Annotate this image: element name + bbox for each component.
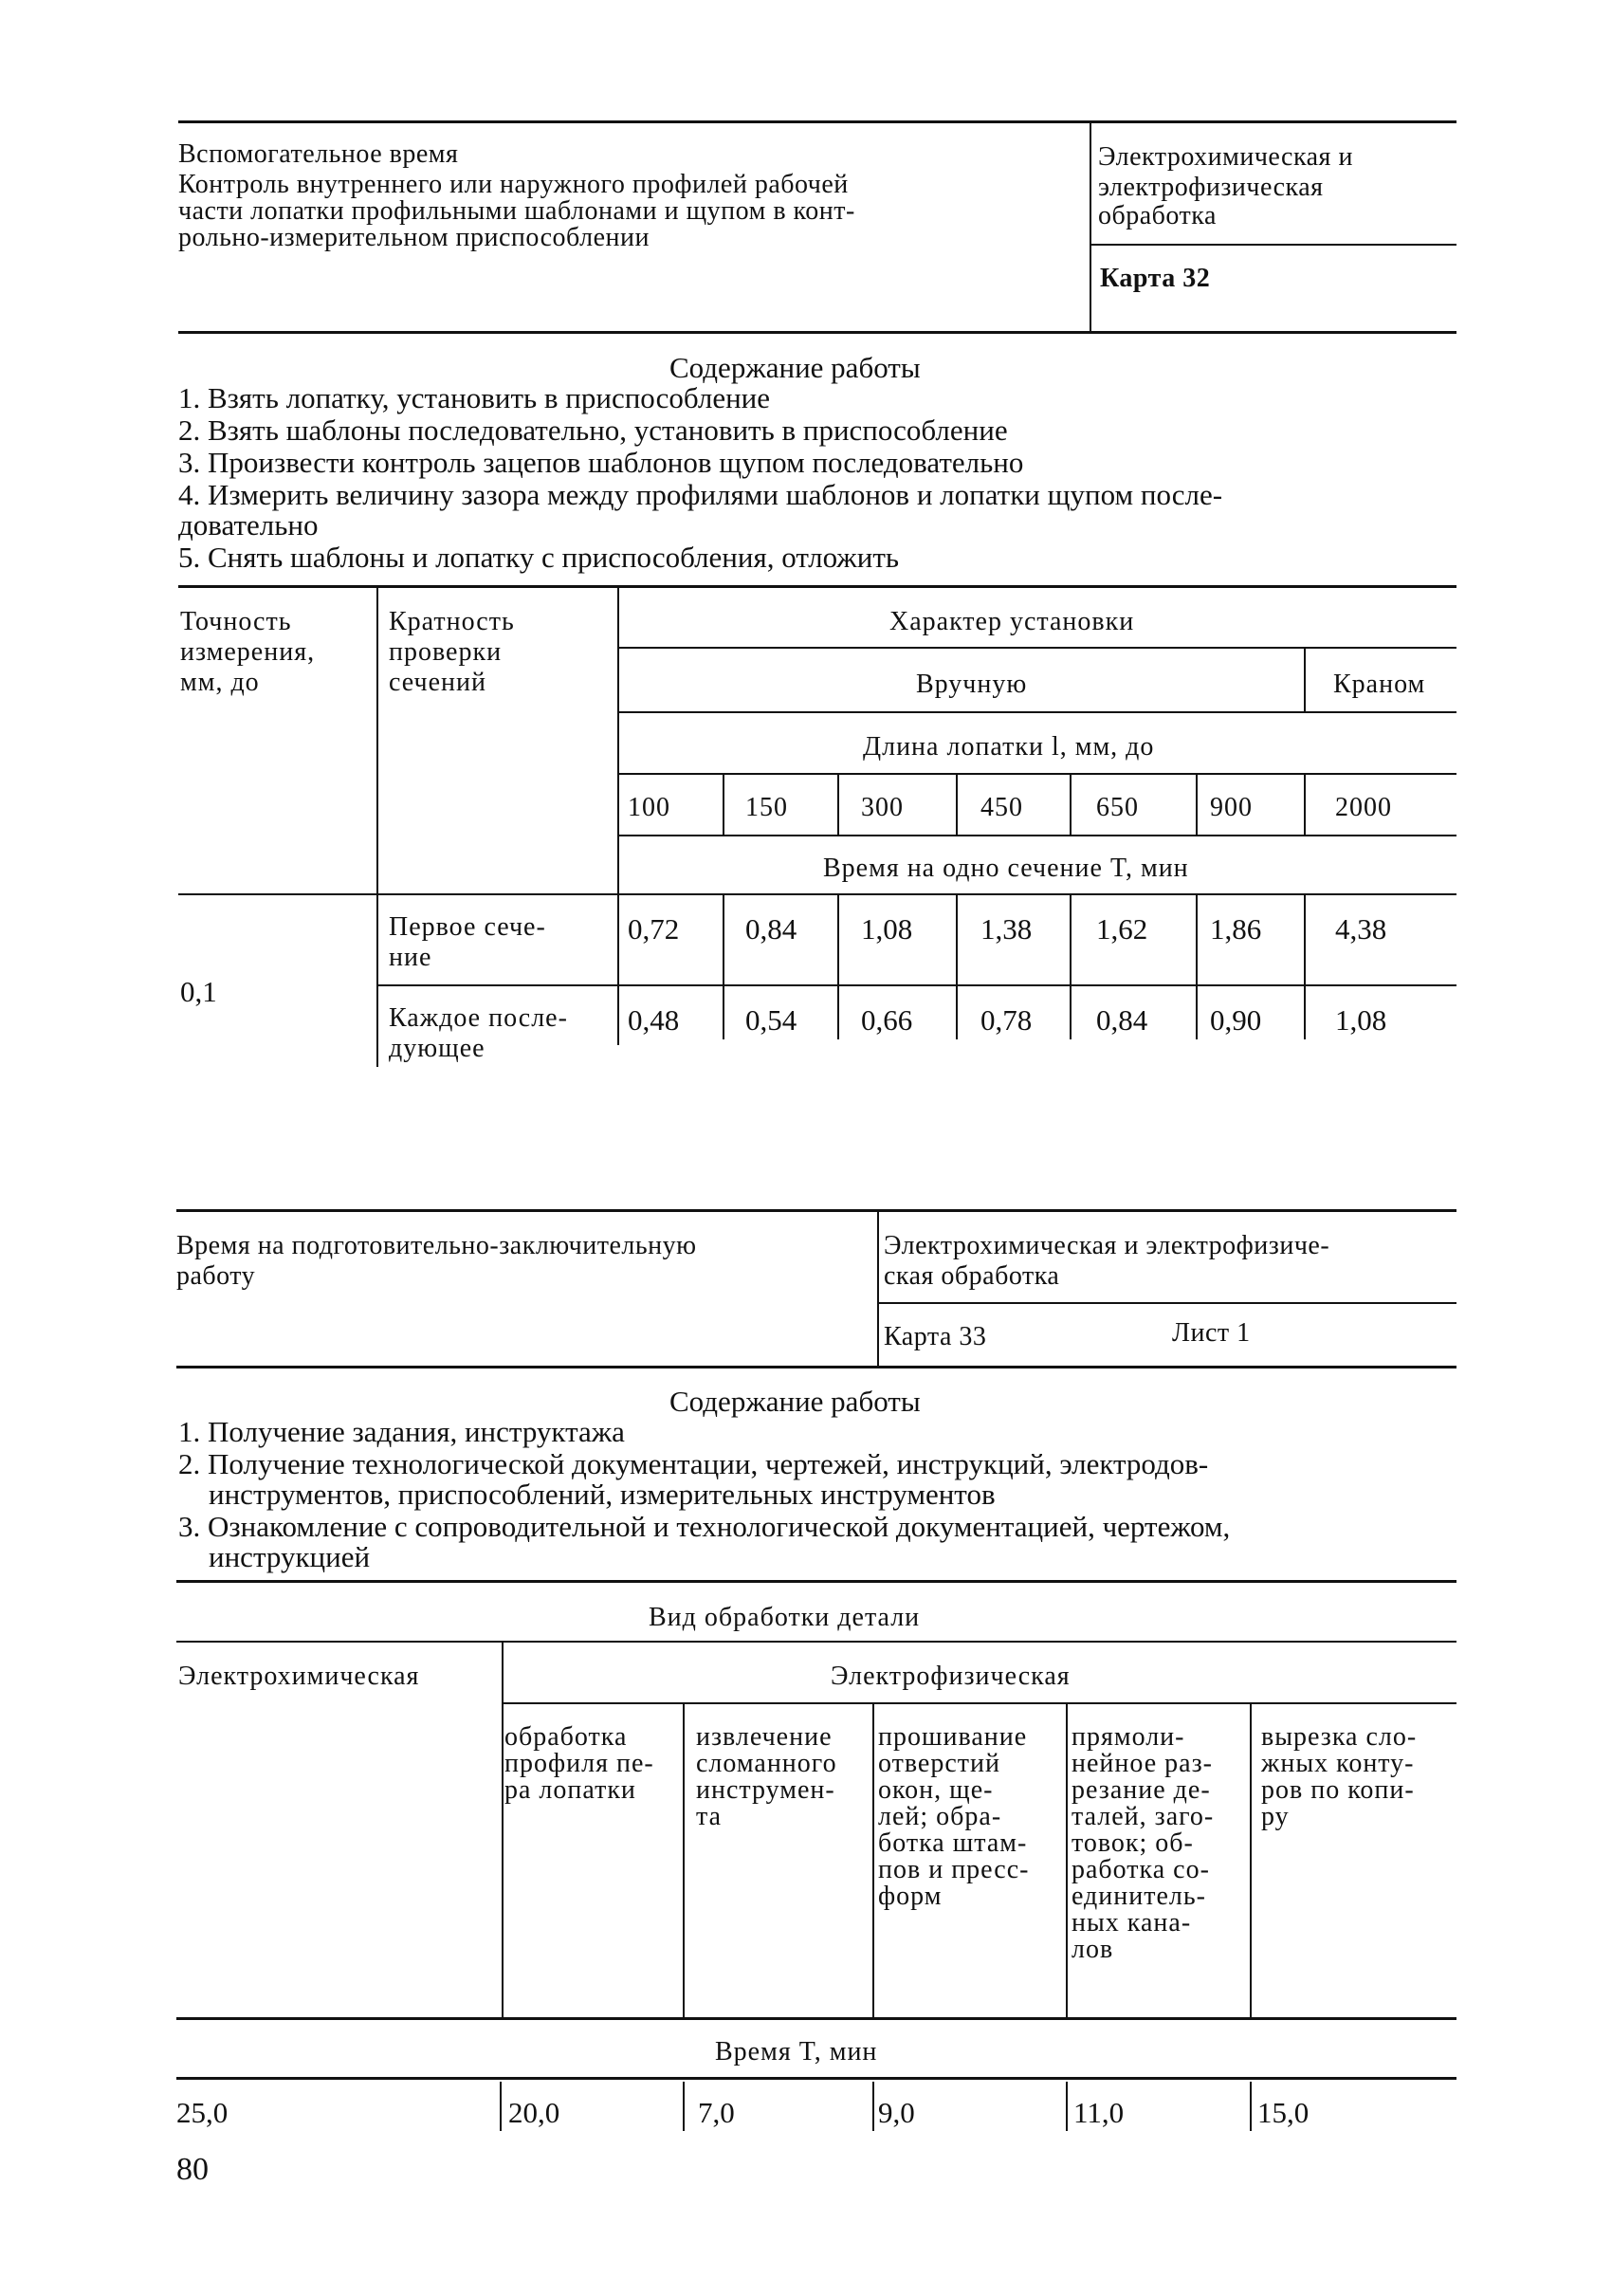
card32-row1-cell-650: 1,62: [1096, 912, 1148, 946]
card33-header-right-line1: Электрохимическая и электрофизиче-: [884, 1231, 1330, 1260]
card33-subcol-piercing: [878, 1724, 1064, 1910]
card33-value-tool: 7,0: [698, 2096, 735, 2129]
card32-header-right-line1: Электрохимическая и: [1098, 142, 1353, 172]
subcol1-line: ра лопатки: [504, 1775, 636, 1805]
card32-setup-header: Характер установки: [889, 607, 1135, 636]
card32-content-title: Содержание работы: [669, 351, 921, 384]
card32-col1-header-line2: измерения,: [180, 637, 316, 667]
subcol4-line: нейное раз-: [1072, 1749, 1213, 1778]
card33-ec-divider: [502, 1641, 504, 2017]
card32-step-5: 5. Снять шаблоны и лопатку с приспособления, отложить: [178, 541, 899, 574]
card32-len-vline-2: [837, 773, 839, 835]
card32-len-vline-4: [1070, 773, 1072, 835]
card33-header-left-line1: Время на подготовительно-заключительную: [176, 1231, 697, 1260]
card33-value-blade: 20,0: [508, 2096, 560, 2129]
card32-row2-label-line2: дующее: [389, 1034, 485, 1063]
card32-header-left-line2: Контроль внутреннего или наружного профилей рабочей: [178, 170, 849, 199]
card32-col1-header-line1: Точность: [180, 607, 292, 636]
card32-row2-cell-650: 0,84: [1096, 1003, 1148, 1037]
card33-subcol-contour-cutting: [1261, 1724, 1455, 1830]
card32-length-450: 450: [980, 793, 1023, 822]
card32-length-100: 100: [628, 793, 670, 822]
subcol3-line: окон, ще-: [878, 1775, 994, 1805]
card32-crane-divider: [1304, 647, 1306, 711]
card33-subcol-linear-cutting: [1072, 1724, 1248, 1963]
card32-step-2: 2. Взять шаблоны последовательно, установить в приспособление: [178, 413, 1008, 447]
card33-bottom-rule: [176, 1366, 1456, 1368]
card33-sub-vline-3: [1066, 1702, 1068, 2017]
subcol2-line: та: [696, 1802, 723, 1831]
card32-row2-cell-100: 0,48: [628, 1003, 680, 1037]
card32-length-150: 150: [745, 793, 788, 822]
card32-step-3: 3. Произвести контроль зацепов шаблонов щупом последовательно: [178, 446, 1024, 479]
card32-row-divider: [376, 984, 1456, 986]
subcol5-line: жных конту-: [1261, 1749, 1415, 1778]
card33-value-linear: 11,0: [1073, 2096, 1125, 2129]
card32-step-4-cont: довательно: [178, 508, 319, 542]
card32-col2-header-line3: сечений: [389, 668, 486, 697]
card33-time-header: Время T, мин: [715, 2037, 878, 2066]
subcol2-line: инструмен-: [696, 1775, 835, 1805]
subcol4-line: резание де-: [1072, 1775, 1211, 1805]
card33-ec-header: Электрохимическая: [178, 1662, 420, 1691]
card32-length-2000: 2000: [1335, 793, 1392, 822]
card32-row1-vline-4: [1070, 893, 1072, 984]
card33-value-piercing: 9,0: [878, 2096, 915, 2129]
card32-table-vline-1: [376, 585, 378, 1067]
subcol5-line: вырезка сло-: [1261, 1722, 1418, 1752]
subcol1-line: обработка: [504, 1722, 628, 1752]
card33-header-right-line2: ская обработка: [884, 1261, 1060, 1291]
card32-col2-header-line1: Кратность: [389, 607, 515, 636]
card32-step-1: 1. Взять лопатку, установить в приспособление: [178, 381, 771, 414]
card32-length-rule: [617, 773, 1456, 775]
card32-row2-vline-4: [1070, 984, 1072, 1039]
card33-step-2: 2. Получение технологической документации, чертежей, инструкций, электродов-: [178, 1447, 1209, 1480]
card32-header-right-line3: обработка: [1098, 201, 1217, 230]
subcol3-line: отверстий: [878, 1749, 1000, 1778]
card33-table-top-rule: [176, 1580, 1456, 1583]
subcol3-line: ботка штам-: [878, 1828, 1028, 1858]
card32-row2-vline-2: [837, 984, 839, 1039]
card33-subcol-broken-tool: [696, 1724, 870, 1830]
card32-header-bottom-rule: [178, 893, 1456, 895]
card32-row1-vline-5: [1196, 893, 1198, 984]
card32-time-header: Время на одно сечение T, мин: [823, 854, 1189, 883]
card32-step-4: 4. Измерить величину зазора между профилями шаблонов и лопатки щупом после-: [178, 478, 1223, 511]
card32-row1-cell-900: 1,86: [1210, 912, 1262, 946]
subcol5-line: ру: [1261, 1802, 1290, 1831]
card32-top-rule: [178, 120, 1456, 123]
card33-subcol-blade-profile: [504, 1724, 681, 1804]
card33-main-header: Вид обработки детали: [649, 1603, 921, 1632]
card33-content-title: Содержание работы: [669, 1385, 921, 1418]
card32-row1-vline-2: [837, 893, 839, 984]
card32-row2-vline-3: [956, 984, 958, 1039]
subcol1-line: профиля пе-: [504, 1749, 654, 1778]
card33-main-header-rule: [176, 1641, 1456, 1643]
card32-row1-label-line1: Первое сече-: [389, 912, 546, 942]
subcol4-line: работка со-: [1072, 1855, 1210, 1884]
subcol4-line: талей, заго-: [1072, 1802, 1215, 1831]
card32-card-label: Карта 32: [1100, 264, 1211, 293]
card32-header-left-line4: рольно-измерительном приспособлении: [178, 223, 650, 252]
card33-val-vline-2: [683, 2082, 685, 2131]
card32-row2-vline-6: [1304, 984, 1306, 1039]
card33-sub-vline-4: [1250, 1702, 1252, 2017]
card32-header-right-line2: электрофизическая: [1098, 173, 1324, 202]
card32-row1-cell-2000: 4,38: [1335, 912, 1387, 946]
card32-row1-vline-6: [1304, 893, 1306, 984]
card32-col1-header-line3: мм, до: [180, 668, 260, 697]
card32-table-vline-2: [617, 585, 619, 1045]
subcol3-line: пов и пресс-: [878, 1855, 1030, 1884]
subcol4-line: ных кана-: [1072, 1908, 1192, 1938]
subcol3-line: прошивание: [878, 1722, 1028, 1752]
card32-length-header: Длина лопатки l, мм, до: [863, 732, 1155, 762]
page-number: 80: [176, 2152, 209, 2187]
card32-row2-cell-900: 0,90: [1210, 1003, 1262, 1037]
card32-row1-vline-1: [723, 893, 724, 984]
card33-header-divider: [877, 1209, 879, 1366]
card33-time-rule: [176, 2077, 1456, 2080]
card32-header-left-line3: части лопатки профильными шаблонами и щупом в конт-: [178, 196, 855, 226]
card33-header-left-line2: работу: [176, 1261, 256, 1291]
card32-setup-rule: [617, 647, 1456, 649]
card32-row1-vline-3: [956, 893, 958, 984]
card32-length-650: 650: [1096, 793, 1139, 822]
card33-sub-vline-2: [872, 1702, 874, 2017]
card33-ef-header-rule: [502, 1702, 1456, 1704]
card32-lengths-rule: [617, 835, 1456, 836]
card32-row1-cell-150: 0,84: [745, 912, 797, 946]
card32-manual-rule: [617, 711, 1456, 713]
card32-len-vline-1: [723, 773, 724, 835]
card33-label-rule: [877, 1302, 1456, 1304]
card33-step-3: 3. Ознакомление с сопроводительной и технологической документацией, чертежом,: [178, 1510, 1231, 1543]
subcol5-line: ров по копи-: [1261, 1775, 1415, 1805]
card33-sub-vline-1: [683, 1702, 685, 2017]
card33-val-vline-4: [1066, 2082, 1068, 2131]
card32-row1-label-line2: ние: [389, 943, 432, 972]
subcol2-line: сломанного: [696, 1749, 837, 1778]
card32-accuracy-value: 0,1: [180, 975, 217, 1008]
card32-header-left-line1: Вспомогательное время: [178, 139, 459, 169]
card33-val-vline-5: [1250, 2082, 1252, 2131]
subcol4-line: единитель-: [1072, 1882, 1206, 1911]
subcol3-line: лей; обра-: [878, 1802, 1002, 1831]
card32-len-vline-5: [1196, 773, 1198, 835]
card32-row2-cell-450: 0,78: [980, 1003, 1033, 1037]
card32-row2-vline-1: [723, 984, 724, 1039]
subcol4-line: лов: [1072, 1935, 1114, 1964]
card32-row2-cell-2000: 1,08: [1335, 1003, 1387, 1037]
card33-value-contour: 15,0: [1257, 2096, 1310, 2129]
card32-row2-cell-300: 0,66: [861, 1003, 913, 1037]
card32-col2-header-line2: проверки: [389, 637, 503, 667]
subcol3-line: форм: [878, 1882, 943, 1911]
card33-subcols-bottom-rule: [176, 2017, 1456, 2020]
card33-step-2-cont: инструментов, приспособлений, измерительных инструментов: [209, 1478, 996, 1511]
card32-table-top-rule: [178, 585, 1456, 588]
card32-bottom-rule: [178, 331, 1456, 334]
card33-step-1: 1. Получение задания, инструктажа: [178, 1415, 625, 1448]
card32-len-vline-3: [956, 773, 958, 835]
card33-card-label: Карта 33: [884, 1322, 987, 1351]
card32-row2-vline-5: [1196, 984, 1198, 1039]
card32-crane-header: Краном: [1333, 670, 1426, 699]
card33-value-ec: 25,0: [176, 2096, 229, 2129]
card33-ef-header: Электрофизическая: [831, 1662, 1071, 1691]
card32-length-900: 900: [1210, 793, 1253, 822]
card32-length-300: 300: [861, 793, 904, 822]
card32-row2-cell-150: 0,54: [745, 1003, 797, 1037]
card32-row1-cell-450: 1,38: [980, 912, 1033, 946]
card33-step-3-cont: инструкцией: [209, 1540, 371, 1573]
card32-manual-header: Вручную: [916, 670, 1028, 699]
card32-header-divider: [1090, 120, 1091, 331]
card33-val-vline-3: [872, 2082, 874, 2131]
subcol4-line: товок; об-: [1072, 1828, 1194, 1858]
subcol2-line: извлечение: [696, 1722, 833, 1752]
card32-row1-cell-100: 0,72: [628, 912, 680, 946]
card32-row2-label-line1: Каждое после-: [389, 1003, 568, 1033]
card32-row1-cell-300: 1,08: [861, 912, 913, 946]
card33-val-vline-1: [500, 2082, 502, 2131]
subcol4-line: прямоли-: [1072, 1722, 1185, 1752]
card32-len-vline-6: [1304, 773, 1306, 835]
card33-top-rule: [176, 1209, 1456, 1212]
card33-sheet-label: Лист 1: [1172, 1318, 1251, 1348]
card32-label-rule: [1090, 244, 1456, 246]
